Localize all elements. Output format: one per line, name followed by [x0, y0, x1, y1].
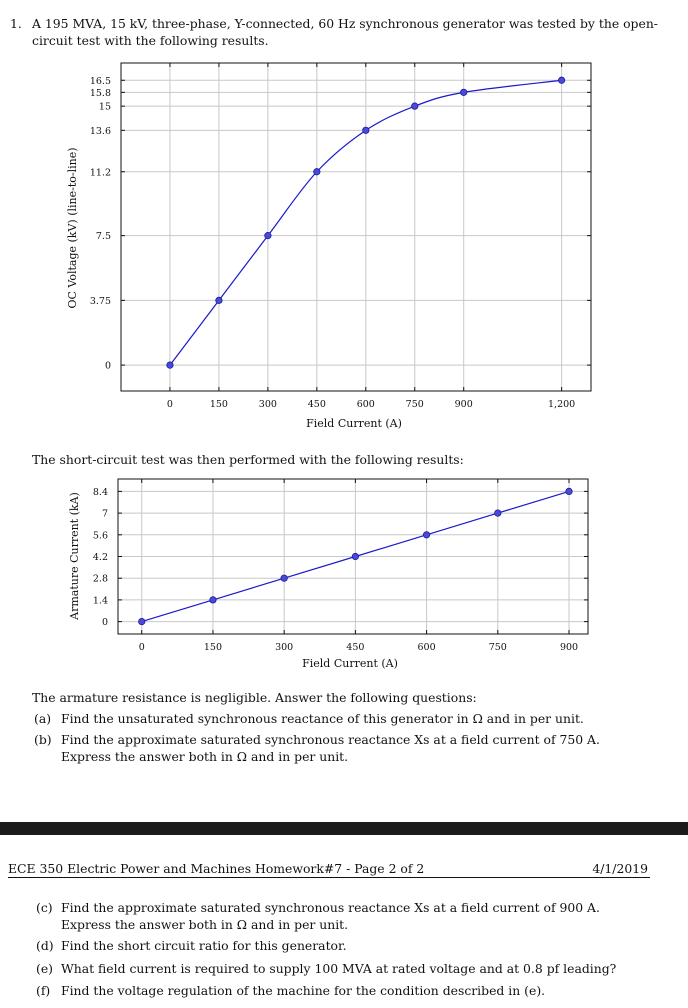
- question-d-label: (d): [36, 938, 54, 953]
- sc-data-point: [495, 510, 501, 516]
- sc-x-tick-label: 600: [417, 642, 436, 653]
- resistance-note: The armature resistance is negligible. Answer the following questions:: [32, 690, 477, 705]
- sc-data-point: [352, 553, 358, 559]
- open-circuit-chart: [0, 60, 688, 440]
- oc-x-tick-label: 600: [356, 399, 375, 410]
- oc-y-axis-label: OC Voltage (kV) (line-to-line): [66, 147, 79, 309]
- sc-y-tick-label: 8.4: [92, 486, 108, 498]
- footer-course-title: ECE 350 Electric Power and Machines Homework#7 - Page 2 of 2: [8, 861, 425, 876]
- sc-data-point: [281, 575, 287, 581]
- short-circuit-chart: [0, 478, 688, 678]
- oc-data-point: [412, 103, 418, 109]
- oc-y-tick-label: 0: [104, 360, 111, 372]
- sc-x-tick-label: 450: [346, 642, 365, 653]
- sc-x-axis-label: Field Current (A): [302, 657, 398, 670]
- sc-data-point: [210, 597, 216, 603]
- oc-x-axis-label: Field Current (A): [306, 417, 402, 430]
- question-f-label: (f): [36, 983, 51, 998]
- question-f-text: Find the voltage regulation of the machine for the condition described in (e).: [61, 983, 546, 998]
- question-e-text: What field current is required to supply 100 MVA at rated voltage and at 0.8 pf leading?: [61, 961, 617, 976]
- footer-rule: [8, 877, 650, 878]
- oc-y-tick-label: 11.2: [89, 167, 111, 179]
- sc-data-point: [566, 488, 572, 494]
- oc-data-point: [558, 77, 564, 83]
- oc-y-tick-label: 3.75: [89, 295, 111, 307]
- sc-y-tick-label: 2.8: [92, 573, 108, 585]
- page-break-band: [0, 822, 688, 835]
- sc-y-tick-label: 4.2: [92, 552, 108, 563]
- sc-y-tick-label: 5.6: [92, 530, 108, 542]
- oc-x-tick-label: 900: [454, 399, 473, 410]
- oc-data-point: [363, 127, 369, 133]
- oc-y-tick-label: 15: [98, 101, 111, 113]
- question-a-text: Find the unsaturated synchronous reactance of this generator in Ω and in per unit.: [61, 711, 584, 726]
- sc-y-axis-label: Armature Current (kA): [68, 492, 81, 620]
- oc-x-tick-label: 0: [166, 399, 173, 410]
- oc-data-point: [461, 89, 467, 95]
- question-d-text: Find the short circuit ratio for this generator.: [61, 938, 347, 953]
- question-b-text: Find the approximate saturated synchronous reactance Xs at a field current of 750 A. Express the answer both in Ω and in per unit.: [61, 732, 600, 764]
- question-c-text: Find the approximate saturated synchronous reactance Xs at a field current of 900 A. Express the answer both in Ω and in per unit.: [61, 900, 600, 932]
- oc-y-tick-label: 7.5: [95, 231, 111, 243]
- sc-data-point: [423, 532, 429, 538]
- sc-y-tick-label: 7: [101, 508, 108, 520]
- sc-y-tick-label: 0: [101, 617, 108, 629]
- question-a-label: (a): [34, 711, 52, 726]
- footer-date: 4/1/2019: [592, 861, 648, 876]
- problem-intro-line1: A 195 MVA, 15 kV, three-phase, Y-connected, 60 Hz synchronous generator was tested by the open-: [32, 16, 658, 31]
- problem-number: 1.: [10, 16, 22, 31]
- oc-x-tick-label: 1,200: [548, 399, 576, 410]
- sc-intro-text: The short-circuit test was then performed with the following results:: [32, 452, 464, 467]
- sc-y-tick-label: 1.4: [92, 595, 108, 607]
- oc-x-tick-label: 750: [405, 399, 424, 410]
- oc-x-tick-label: 150: [209, 399, 228, 410]
- sc-x-tick-label: 750: [488, 642, 507, 653]
- oc-x-tick-label: 450: [307, 399, 326, 410]
- oc-plot-frame: [121, 63, 591, 391]
- sc-data-point: [139, 618, 145, 624]
- oc-y-tick-label: 16.5: [89, 75, 111, 87]
- oc-data-point: [216, 297, 222, 303]
- sc-x-tick-label: 300: [275, 642, 294, 653]
- question-b-label: (b): [34, 732, 52, 747]
- question-c-label: (c): [36, 900, 53, 915]
- oc-y-tick-label: 15.8: [89, 87, 111, 99]
- problem-intro-line2: circuit test with the following results.: [32, 33, 269, 48]
- question-e-label: (e): [36, 961, 54, 976]
- sc-x-tick-label: 0: [138, 642, 145, 653]
- sc-x-tick-label: 900: [559, 642, 579, 653]
- oc-data-point: [314, 169, 320, 175]
- oc-data-point: [265, 232, 271, 238]
- oc-y-tick-label: 13.6: [89, 125, 111, 137]
- oc-data-point: [167, 362, 173, 368]
- sc-x-tick-label: 150: [203, 642, 223, 653]
- oc-x-tick-label: 300: [258, 399, 277, 410]
